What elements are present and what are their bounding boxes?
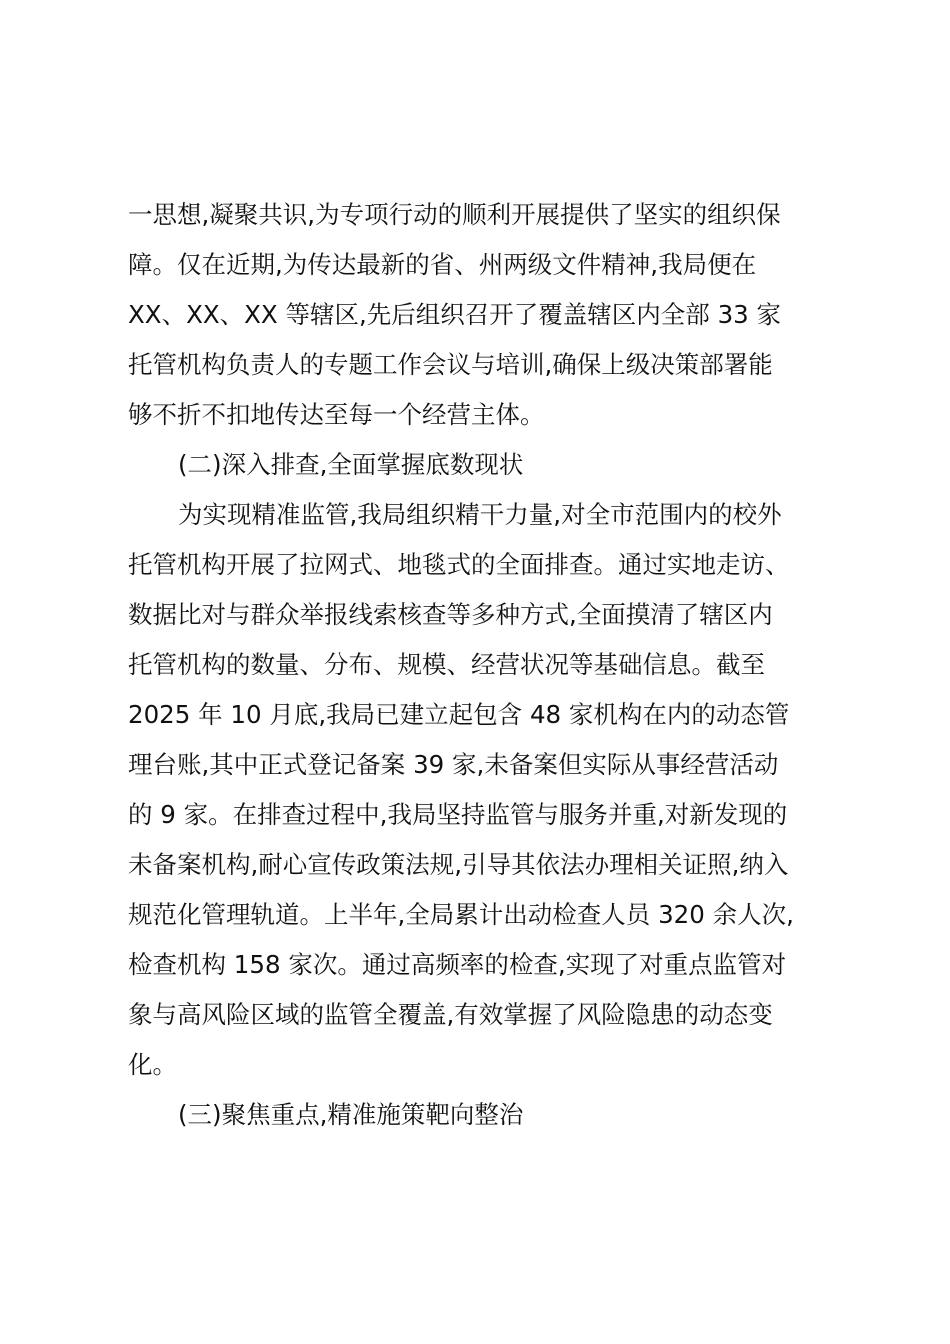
section-heading-2: (二)深入排查,全面掌握底数现状 — [178, 450, 524, 479]
body-text-line: 够不折不扣地传达至每一个经营主体。 — [128, 400, 545, 429]
body-text-line: 规范化管理轨道。上半年,全局累计出动检查人员 320 余人次, — [128, 900, 794, 929]
body-text-line: 的 9 家。在排查过程中,我局坚持监管与服务并重,对新发现的 — [128, 800, 788, 829]
body-text-line: 2025 年 10 月底,我局已建立起包含 48 家机构在内的动态管 — [128, 700, 790, 729]
body-text-line: 理台账,其中正式登记备案 39 家,未备案但实际从事经营活动 — [128, 750, 779, 779]
body-text-line: XX、XX、XX 等辖区,先后组织召开了覆盖辖区内全部 33 家 — [128, 300, 782, 329]
body-text-line: 检查机构 158 家次。通过高频率的检查,实现了对重点监管对 — [128, 950, 787, 979]
paragraph-first-line: 为实现精准监管,我局组织精干力量,对全市范围内的校外 — [178, 500, 782, 529]
body-text-line: 托管机构负责人的专题工作会议与培训,确保上级决策部署能 — [128, 350, 773, 379]
body-text-line: 数据比对与群众举报线索核查等多种方式,全面摸清了辖区内 — [128, 600, 773, 629]
body-text-line: 障。仅在近期,为传达最新的省、州两级文件精神,我局便在 — [128, 250, 757, 279]
body-text-line: 化。 — [128, 1050, 177, 1079]
body-text-line: 托管机构的数量、分布、规模、经营状况等基础信息。截至 — [128, 650, 765, 679]
body-text-line: 一思想,凝聚共识,为专项行动的顺利开展提供了坚实的组织保 — [128, 200, 781, 229]
section-heading-3: (三)聚焦重点,精准施策靶向整治 — [178, 1100, 524, 1129]
document-body — [128, 190, 822, 1140]
body-text-line: 象与高风险区域的监管全覆盖,有效掌握了风险隐患的动态变 — [128, 1000, 773, 1029]
body-text-line: 未备案机构,耐心宣传政策法规,引导其依法办理相关证照,纳入 — [128, 850, 789, 879]
body-text-line: 托管机构开展了拉网式、地毯式的全面排查。通过实地走访、 — [128, 550, 790, 579]
